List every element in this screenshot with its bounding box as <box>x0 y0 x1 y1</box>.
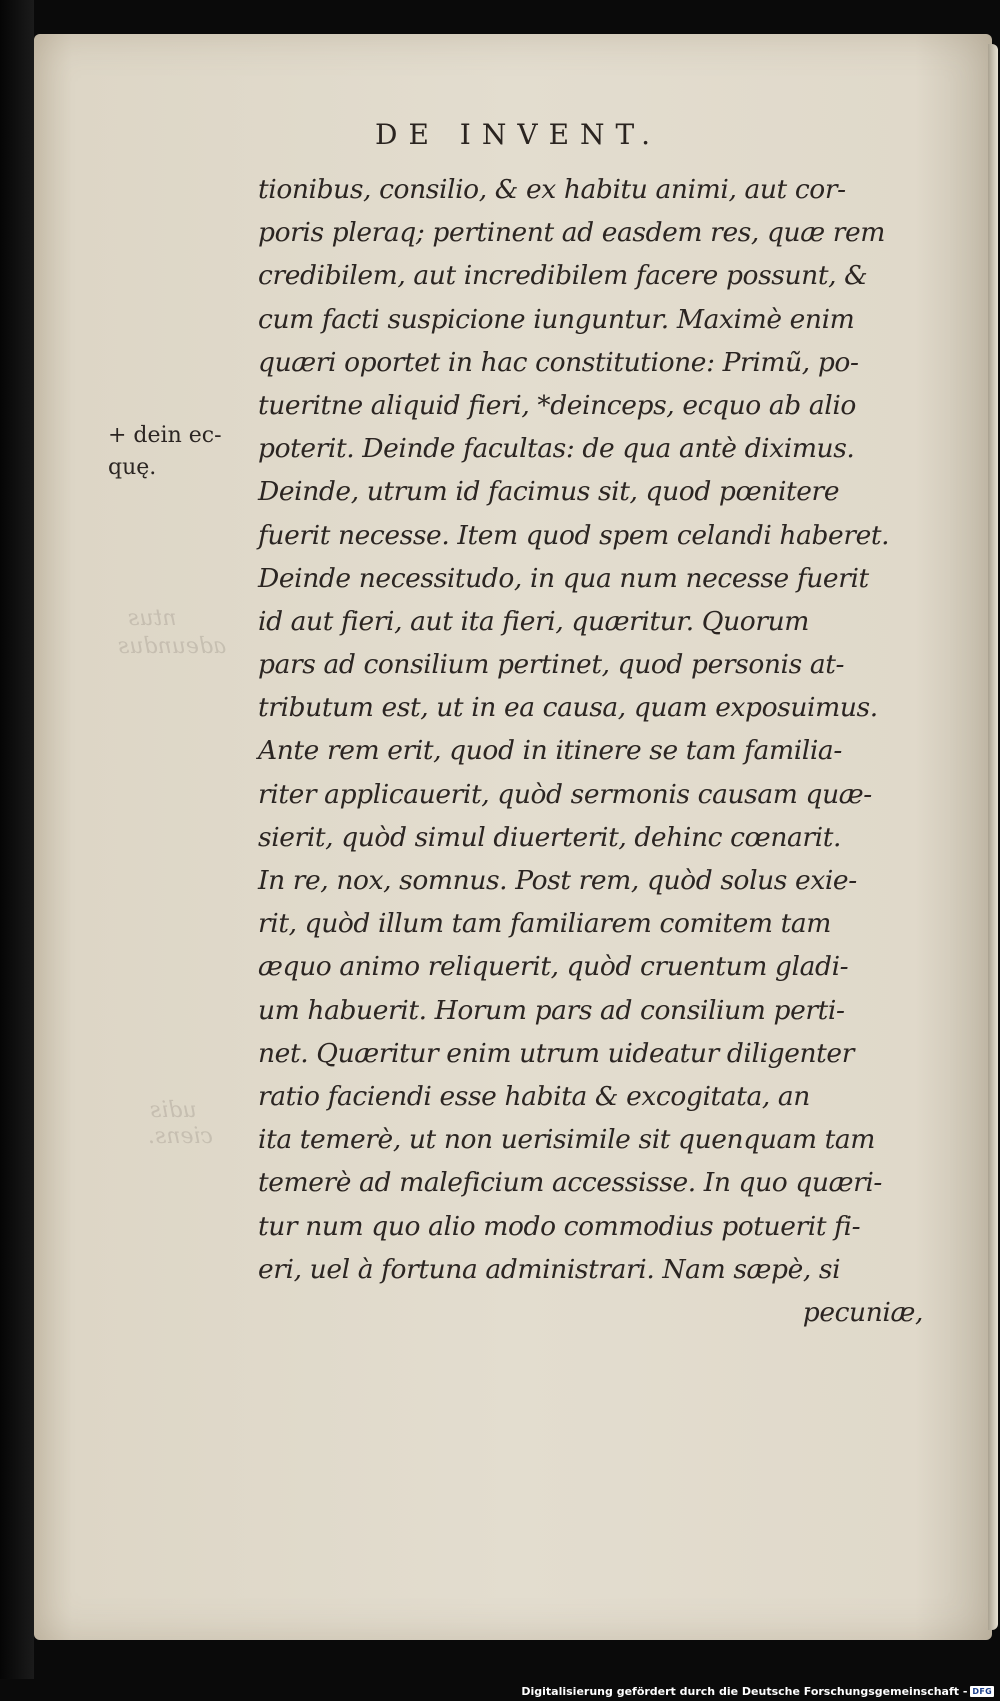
text-line: ita temerè, ut non uerisimile sit quenquam tam <box>258 1124 875 1156</box>
text-line: fuerit necesse. Item quod spem celandi haberet. <box>258 519 890 551</box>
show-through-ghost-text: ntus <box>128 606 177 631</box>
text-line: ratio faciendi esse habita & excogitata, an <box>258 1080 810 1112</box>
show-through-ghost-text: ciens. <box>148 1124 213 1149</box>
text-line: In re, nox, somnus. Post rem, quòd solus exie- <box>258 865 857 896</box>
text-line: riter applicauerit, quòd sermonis causam quæ- <box>258 778 872 810</box>
margin-note-line: + dein ec- <box>108 423 222 448</box>
text-line: rit, quòd illum tam familiarem comitem tam <box>258 908 831 940</box>
text-line: tionibus, consilio, & ex habitu animi, aut cor- <box>258 174 846 205</box>
credit-text: Digitalisierung gefördert durch die Deutsche Forschungsgemeinschaft - <box>521 1685 968 1698</box>
text-line: net. Quæritur enim utrum uideatur diligenter <box>258 1037 854 1069</box>
text-line: sierit, quòd simul diuerterit, dehinc cœnarit. <box>258 821 842 853</box>
book-spine-shadow <box>0 0 34 1701</box>
text-line: tueritne aliquid fieri, *deinceps, ecquo ab alio <box>258 389 856 421</box>
catchword: pecuniæ, <box>802 1296 923 1328</box>
text-line: credibilem, aut incredibilem facere possunt, & <box>258 260 868 292</box>
margin-note <box>108 420 238 484</box>
text-line: eri, uel à fortuna administrari. Nam sæpè, si <box>258 1253 841 1285</box>
dfg-logo-icon: DFG <box>972 1687 992 1696</box>
page-edge <box>988 44 998 1630</box>
text-line: um habuerit. Horum pars ad consilium perti- <box>258 994 845 1026</box>
show-through-ghost-text: adeundus <box>118 634 227 659</box>
running-head: DE INVENT. <box>375 118 661 151</box>
text-line: pars ad consilium pertinet, quod personis at- <box>258 649 845 681</box>
footer-bar <box>0 1679 1000 1701</box>
digitization-credit <box>521 1685 994 1698</box>
text-line: temerè ad maleficium accessisse. In quo quæri- <box>258 1167 882 1199</box>
text-line: Deinde, utrum id facimus sit, quod pœnitere <box>258 476 840 508</box>
main-text-block <box>258 168 923 1334</box>
text-line: poterit. Deinde facultas: de qua antè diximus. <box>258 433 855 465</box>
text-line: Deinde necessitudo, in qua num necesse fuerit <box>258 562 869 594</box>
text-line: tributum est, ut in ea causa, quam exposuimus. <box>258 692 878 724</box>
text-line: cum facti suspicione iunguntur. Maximè enim <box>258 303 855 335</box>
show-through-ghost-text: udis <box>150 1098 197 1123</box>
text-line: tur num quo alio modo commodius potuerit fi- <box>258 1210 861 1242</box>
text-line: Ante rem erit, quod in itinere se tam familia- <box>258 735 842 767</box>
text-line: quæri oportet in hac constitutione: Primũ, po- <box>258 346 859 378</box>
text-line: æquo animo reliquerit, quòd cruentum gladi- <box>258 951 849 983</box>
margin-note-line: quę. <box>108 455 157 480</box>
text-line: poris pleraq; pertinent ad easdem res, quæ rem <box>258 217 886 249</box>
text-line: id aut fieri, aut ita fieri, quæritur. Quorum <box>258 605 810 637</box>
